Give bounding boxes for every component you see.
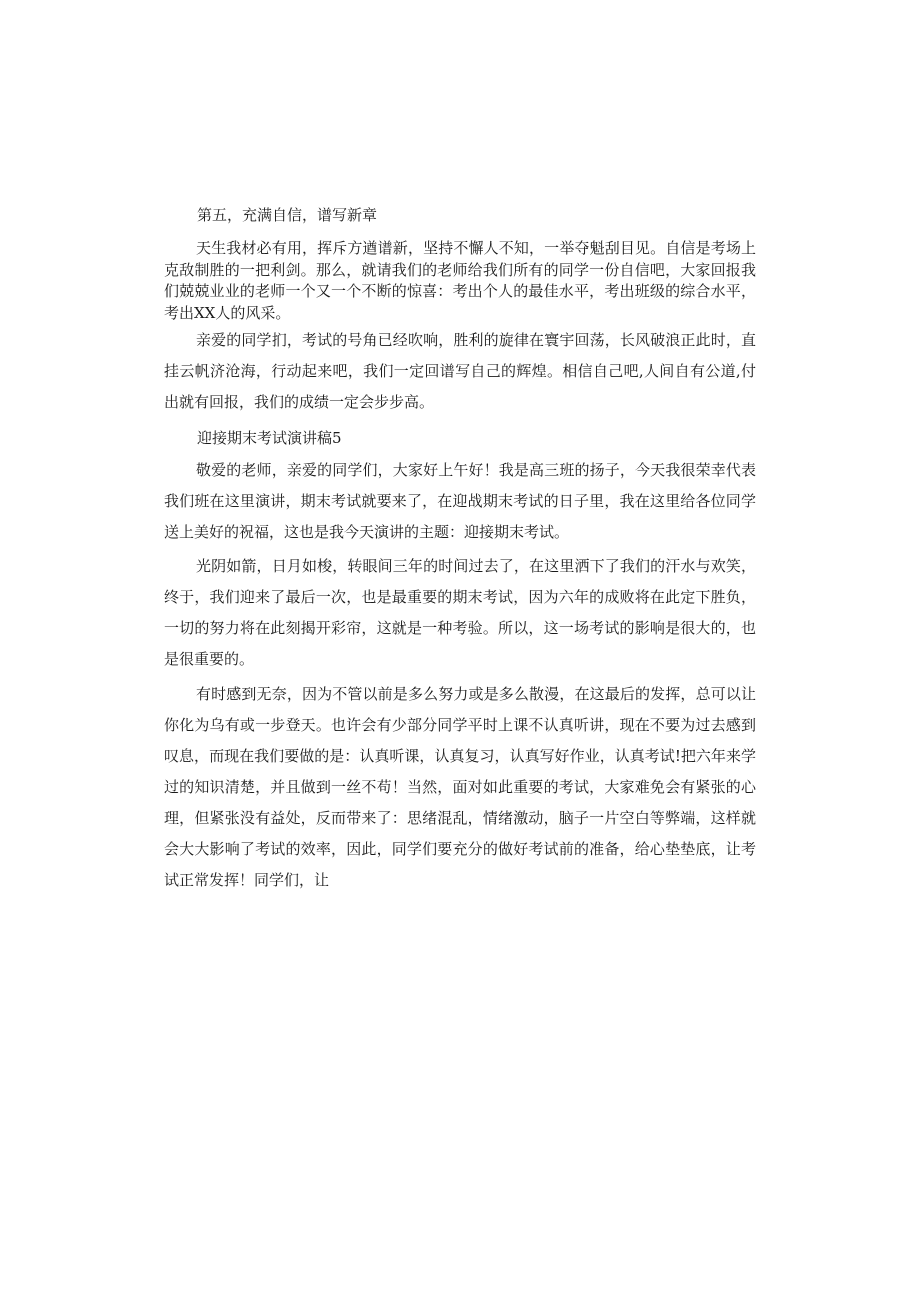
paragraph-exam-advice: 有时感到无奈，因为不管以前是多么努力或是多么散漫，在这最后的发挥，总可以让你化为乌有或一步登天。也许会有少部分同学平时上课不认真听讲，现在不要为过去感到叹息，而现在我们要做的是：认真听课，认真复习，认真写好作业，认真考试!把六年来学过的知识清楚，并且做到一丝不苟！当然，面对如此重要的考试，大家难免会有紧张的心理，但紧张没有益处，反而带来了：思绪混乱，情绪激动，脑子一片空白等弊端，这样就会大大影响了考试的效率，因此，同学们要充分的做好考试前的准备，给心垫垫底，让考试正常发挥！同学们，让 (164, 685, 756, 889)
paragraph-time-passes: 光阴如箭，日月如梭，转眼间三年的时间过去了，在这里洒下了我们的汗水与欢笑，终于，我们迎来了最后一次，也是最重要的期末考试，因为六年的成败将在此定下胜负，一切的努力将在此刻揭开彩帘，这就是一种考验。所以，这一场考试的影响是很大的，也是很重要的。 (164, 557, 756, 668)
speech-five-title: 迎接期末考试演讲稿5 (197, 429, 342, 447)
paragraph-call-to-action: 亲爱的同学扪，考试的号角已经吹响，胜利的旋律在寰宇回荡，长风破浪正此时，直挂云帆济沧海，行动起来吧，我们一定回谱写自己的辉煌。相信自己吧,人间自有公道,付出就有回报，我们的成绩一定会步步高。 (164, 331, 756, 411)
paragraph-confidence: 天生我材必有用，挥斥方遒谱新，坚持不懈人不知，一举夺魁刮目见。自信是考场上克敌制胜的一把利剑。那么，就请我们的老师给我们所有的同学一份自信吧，大家回报我们兢兢业业的老师一个又一个不断的惊喜：考出个人的最佳水平，考出班级的综合水平，考出XX人的风采。 (164, 239, 756, 322)
section-five-heading: 第五，充满自信，谱写新章 (197, 206, 378, 224)
paragraph-greeting: 敬爱的老师，亲爱的同学们，大家好上午好！我是高三班的扬子，今天我很荣幸代表我们班在这里演讲，期末考试就要来了，在迎战期末考试的日子里，我在这里给各位同学送上美好的祝福，这也是我今天演讲的主题：迎接期末考试。 (164, 461, 756, 541)
